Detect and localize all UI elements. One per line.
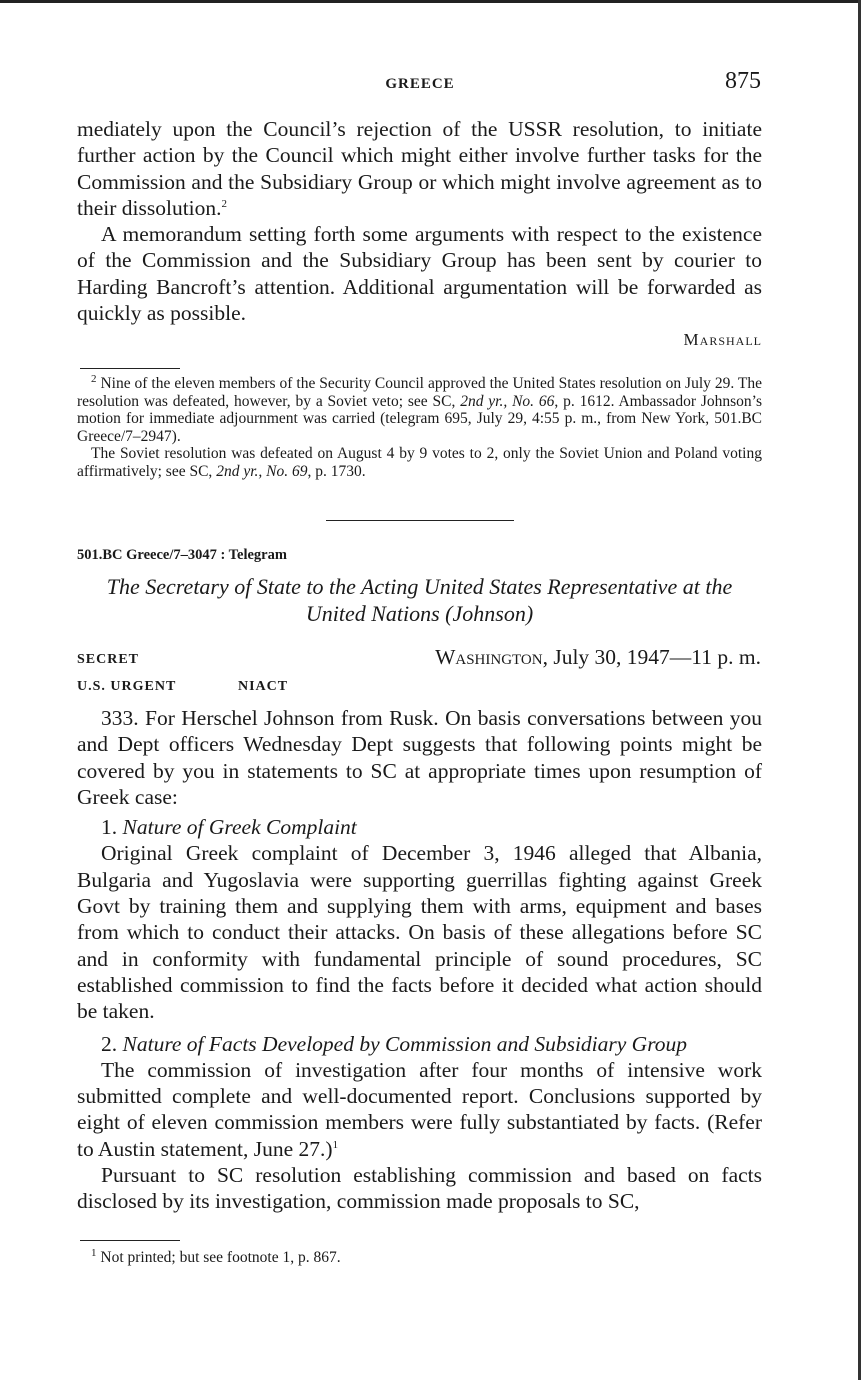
footnote-marker-1: 1 xyxy=(91,1246,97,1259)
footnote-2: $^2$ Nine of the eleven members of the Security Council approved the United States resolution on July 29. The resolution was defeated, however, by a Soviet veto; see SC, 2nd yr., No. 66, p. 1612. Ambassador Johnson’s motion for immediate adjournment was carried (telegram 695, July 29, 4:55 p. m., from New York, 501.BC Greece/7–2947). The Soviet resolution was defeated on August 4 by 9 votes to 2, only the Soviet Union and Poland voting affirmatively; see SC, 2nd yr., No. 69, p. 1730. xyxy=(77,372,762,480)
document-heading: The Secretary of State to the Acting United States Representative at the United Nations (Johnson) xyxy=(106,574,733,626)
footnote-ref-2: 2 xyxy=(221,197,228,210)
section-1-paragraph: Original Greek complaint of December 3, 1946 alleged that Albania, Bulgaria and Yugoslavia were supporting guerrillas fighting against Greek Govt by training them and supplying them with arms, equipment and bases from which to conduct their attacks. On basis of these allegations before SC and in conformity with fundamental principle of sound procedures, SC established commission to find the facts before it decided what action should be taken. xyxy=(77,841,762,1024)
section-2-heading: 2. Nature of Facts Developed by Commission and Subsidiary Group xyxy=(101,1031,688,1056)
classification: SECRET xyxy=(77,652,140,667)
footnote-rule-2 xyxy=(80,1240,180,1241)
scan-top-edge xyxy=(0,0,861,3)
niact-label: NIACT xyxy=(238,679,289,694)
continued-paragraph: mediately upon the Council’s rejection of the USSR resolution, to initiate further action by the Council which might either involve further tasks for the Commission and the Subsidiary Group or which might involve agreement as to their dissolution.$^2$ xyxy=(77,117,762,220)
section-divider xyxy=(326,520,514,521)
footnote-marker: 2 xyxy=(91,372,97,385)
running-header: GREECE xyxy=(385,76,455,92)
priority: U.S. URGENT xyxy=(77,679,177,694)
dateline: Washington, July 30, 1947—11 p. m. xyxy=(435,645,761,669)
section-2-paragraph: The commission of investigation after four months of intensive work submitted complete and well-documented report. Conclusions supported by eight of eleven commission members were fully substantiated by facts. (Refer to Austin statement, June 27.)$^1$ xyxy=(77,1057,762,1161)
footnote-1: $^1$ Not printed; but see footnote 1, p. 867. xyxy=(91,1246,341,1266)
top-body xyxy=(77,116,762,326)
memorandum-paragraph: A memorandum setting forth some arguments with respect to the existence of the Commission and the Subsidiary Group has been sent by courier to Harding Bancroft’s attention. Additional argumentation will be forwarded as quickly as possible. xyxy=(77,222,762,326)
signature: Marshall xyxy=(683,330,762,349)
telegram-body xyxy=(77,705,762,1215)
footnote-rule xyxy=(80,368,180,369)
section-1-heading: 1. Nature of Greek Complaint xyxy=(101,815,357,840)
footnote-ref-1: 1 xyxy=(332,1138,339,1151)
file-code: 501.BC Greece/7–3047 : Telegram xyxy=(77,547,287,563)
intro-paragraph: 333. For Herschel Johnson from Rusk. On basis conversations between you and Dept officers Wednesday Dept suggests that following points might be covered by you in statements to SC at appropriate times upon resumption of Greek case: xyxy=(77,706,762,809)
page-number: 875 xyxy=(725,68,761,94)
section-2-paragraph-2: Pursuant to SC resolution establishing commission and based on facts disclosed by its investigation, commission made proposals to SC, xyxy=(77,1163,762,1214)
